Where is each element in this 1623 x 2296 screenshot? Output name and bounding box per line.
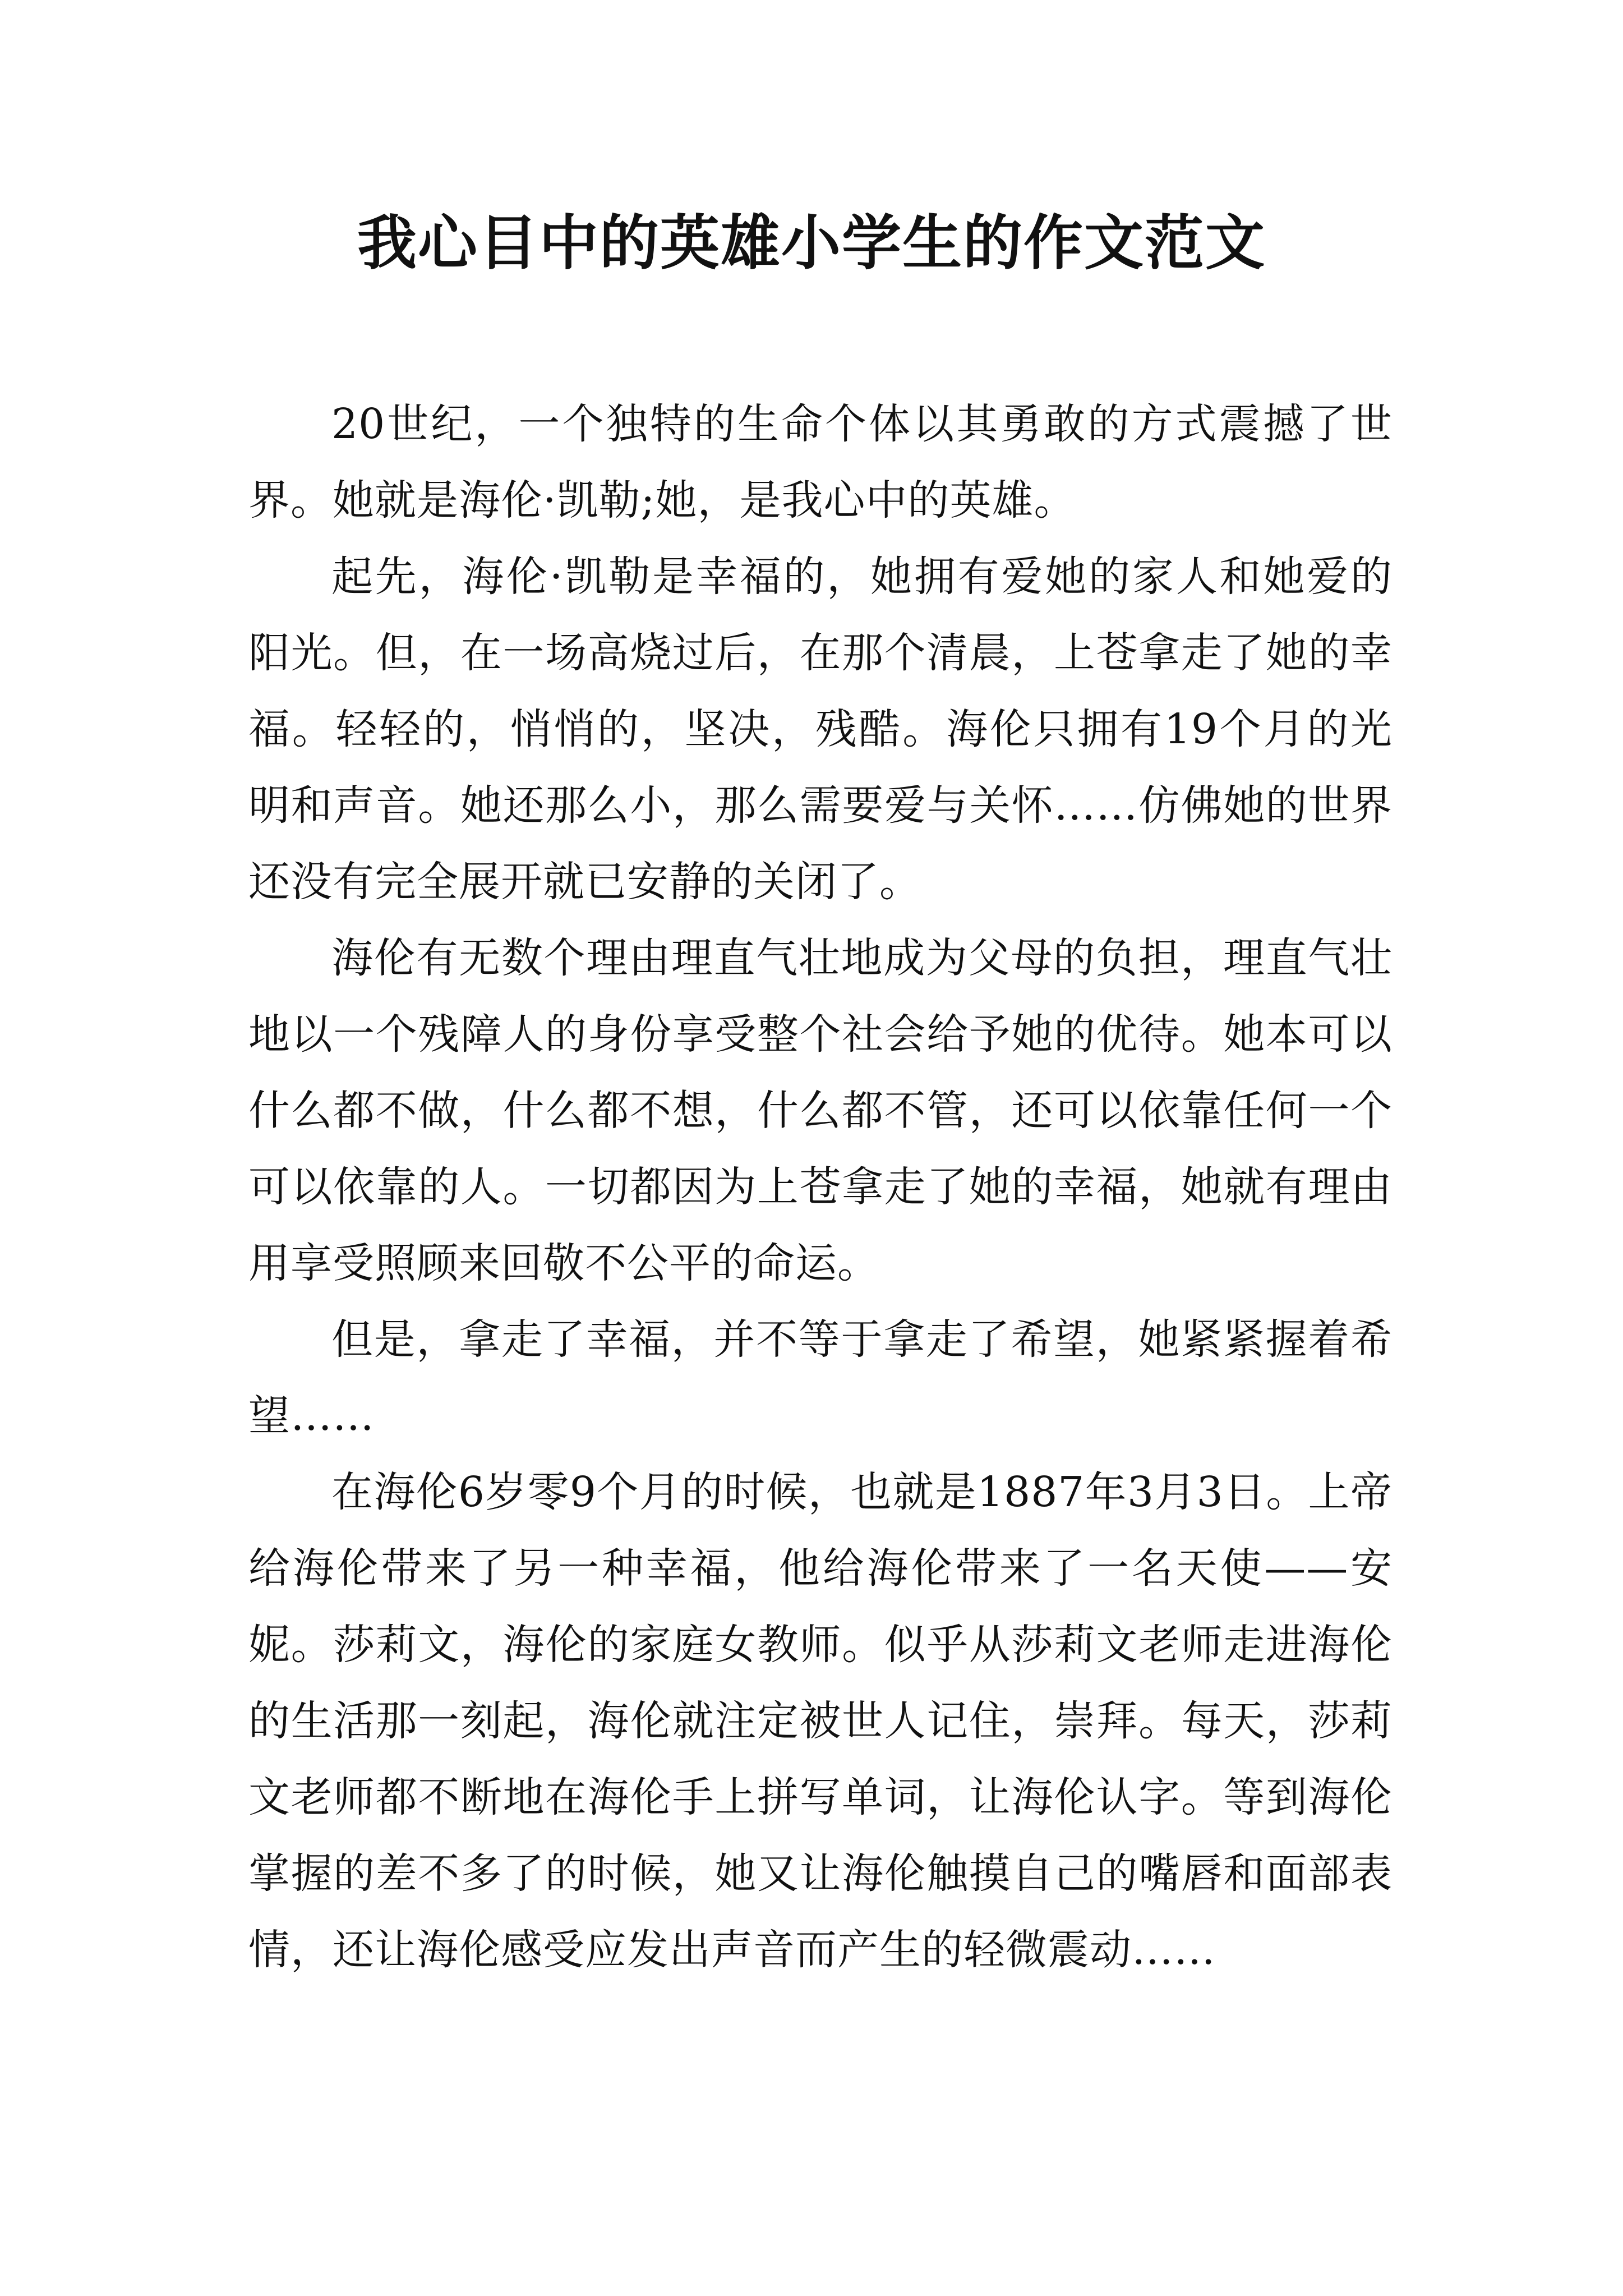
paragraph: 20世纪，一个独特的生命个体以其勇敢的方式震撼了世界。她就是海伦·凯勒;她，是我心中的英雄。	[248, 400, 1393, 524]
document-title: 我心目中的英雄小学生的作文范文	[357, 208, 1266, 278]
paragraph: 在海伦6岁零9个月的时候，也就是1887年3月3日。上帝给海伦带来了另一种幸福，他给海伦带来了一名天使——安妮。莎莉文，海伦的家庭女教师。似乎从莎莉文老师走进海伦的生活那一刻起，海伦就注定被世人记住，崇拜。每天，莎莉文老师都不断地在海伦手上拼写单词，让海伦认字。等到海伦掌握的差不多了的时候，她又让海伦触摸自己的嘴唇和面部表情，还让海伦感受应发出声音而产生的轻微震动……	[248, 1468, 1393, 1974]
paragraph: 起先，海伦·凯勒是幸福的，她拥有爱她的家人和她爱的阳光。但，在一场高烧过后，在那个清晨，上苍拿走了她的幸福。轻轻的，悄悄的，坚决，残酷。海伦只拥有19个月的光明和声音。她还那么小，那么需要爱与关怀……仿佛她的世界还没有完全展开就已安静的关闭了。	[248, 553, 1393, 906]
document-body	[248, 386, 1393, 1988]
paragraph: 海伦有无数个理由理直气壮地成为父母的负担，理直气壮地以一个残障人的身份享受整个社会给予她的优待。她本可以什么都不做，什么都不想，什么都不管，还可以依靠任何一个可以依靠的人。一切都因为上苍拿走了她的幸福，她就有理由用享受照顾来回敬不公平的命运。	[248, 934, 1393, 1287]
paragraph: 但是，拿走了幸福，并不等于拿走了希望，她紧紧握着希望……	[248, 1315, 1393, 1440]
